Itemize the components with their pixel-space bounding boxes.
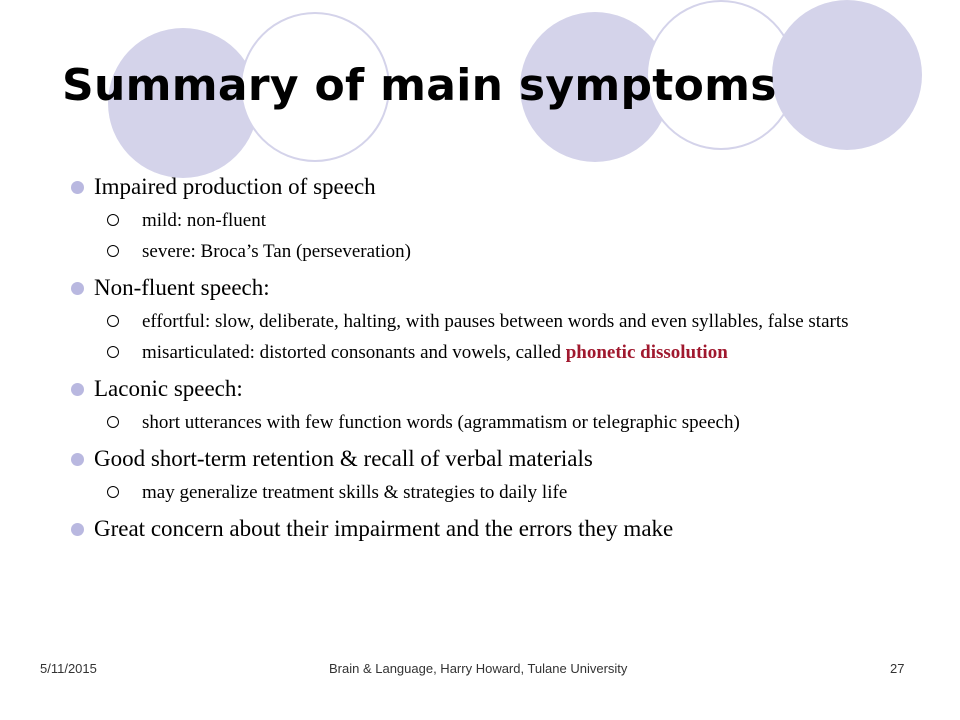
bullet-item xyxy=(64,444,864,474)
decorative-circle xyxy=(772,0,922,150)
page-number: 27 xyxy=(890,661,905,676)
bullet-item xyxy=(64,172,864,202)
footer-title: Brain & Language, Harry Howard, Tulane University xyxy=(329,661,628,676)
sub-bullet-item xyxy=(64,209,864,233)
bullet-text: Great concern about their impairment and the errors they make xyxy=(94,516,674,541)
bullet-text: Non-fluent speech: xyxy=(94,275,270,300)
filled-circle-bullet-icon xyxy=(71,453,84,466)
sub-bullet-text: effortful: slow, deliberate, halting, with pauses between words and even syllables, false starts xyxy=(142,311,849,332)
sub-bullet-item xyxy=(64,341,864,365)
hollow-circle-bullet-icon xyxy=(107,245,119,257)
hollow-circle-bullet-icon xyxy=(107,315,119,327)
bullet-text: Laconic speech: xyxy=(94,376,243,401)
filled-circle-bullet-icon xyxy=(71,383,84,396)
hollow-circle-bullet-icon xyxy=(107,214,119,226)
sub-bullet-item xyxy=(64,240,864,264)
sub-bullet-item xyxy=(64,411,864,435)
bullet-item xyxy=(64,273,864,303)
filled-circle-bullet-icon xyxy=(71,523,84,536)
slide-title: Summary of main symptoms xyxy=(62,60,777,111)
highlighted-term: phonetic dissolution xyxy=(565,342,728,363)
bullet-list xyxy=(64,172,864,544)
bullet-item xyxy=(64,374,864,404)
sub-bullet-text: short utterances with few function words (agrammatism or telegraphic speech) xyxy=(142,412,740,433)
filled-circle-bullet-icon xyxy=(71,181,84,194)
sub-bullet-item xyxy=(64,481,864,505)
hollow-circle-bullet-icon xyxy=(107,416,119,428)
bullet-text: Impaired production of speech xyxy=(94,174,376,199)
sub-bullet-text: severe: Broca’s Tan (perseveration) xyxy=(142,241,411,262)
hollow-circle-bullet-icon xyxy=(107,486,119,498)
sub-bullet-item xyxy=(64,310,864,334)
filled-circle-bullet-icon xyxy=(71,282,84,295)
sub-bullet-text: misarticulated: distorted consonants and vowels, called xyxy=(142,342,566,363)
sub-bullet-text: may generalize treatment skills & strategies to daily life xyxy=(142,482,568,503)
bullet-text: Good short-term retention & recall of verbal materials xyxy=(94,446,593,471)
sub-bullet-text: mild: non-fluent xyxy=(142,210,267,231)
footer-date: 5/11/2015 xyxy=(40,661,97,676)
bullet-item xyxy=(64,514,864,544)
hollow-circle-bullet-icon xyxy=(107,346,119,358)
